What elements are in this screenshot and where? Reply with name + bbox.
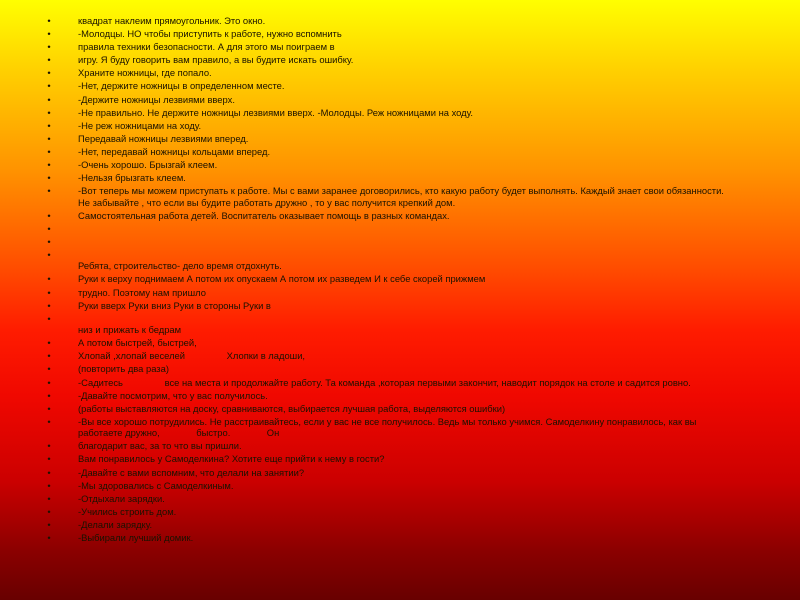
bullet-icon: • — [47, 222, 51, 234]
list-item-text: игру. Я буду говорить вам правило, а вы будите искать ошибку. — [78, 54, 354, 66]
list-item-text: -Садитесь все на места и продолжайте работу. Та команда ,которая первыми закончит, наводит порядок на столе и садится ровно. — [78, 376, 691, 388]
list-item-text: Руки вверх Руки вниз Руки в стороны Руки в — [78, 299, 271, 311]
list-item — [45, 467, 735, 478]
list-item — [45, 54, 735, 65]
bullet-icon: • — [47, 132, 51, 144]
list-item-text: -Выбирали лучший домик. — [78, 531, 194, 543]
bullet-icon: • — [47, 286, 51, 298]
list-item-text: Самостоятельная работа детей. Воспитатель оказывает помощь в разных командах. — [78, 209, 450, 221]
bullet-icon: • — [47, 479, 51, 491]
list-item-text: -Отдыхали зарядки. — [78, 492, 165, 504]
list-item-text: (работы выставляются на доску, сравниваются, выбирается лучшая работа, выделяются ошибки) — [78, 402, 506, 414]
list-item-text: правила техники безопасности. А для этого мы поиграем в — [78, 41, 335, 53]
list-item-text: -Держите ножницы лезвиями вверх. — [78, 93, 235, 105]
list-item — [45, 532, 735, 543]
bullet-icon: • — [47, 209, 51, 221]
bullet-icon: • — [47, 67, 51, 79]
list-item — [45, 493, 735, 504]
list-item — [45, 159, 735, 170]
bullet-icon: • — [47, 415, 51, 427]
bullet-icon: • — [47, 185, 51, 197]
list-item — [45, 236, 735, 247]
list-item-text: -Молодцы. НО чтобы приступить к работе, нужно вспомнить — [78, 28, 342, 40]
list-item-text: -Давайте посмотрим, что у вас получилось. — [78, 389, 268, 401]
bullet-icon: • — [47, 41, 51, 53]
bullet-icon: • — [47, 376, 51, 388]
list-item-text: -Мы здоровались с Самоделкиным. — [78, 479, 234, 491]
bullet-icon: • — [47, 440, 51, 452]
bullet-icon: • — [47, 299, 51, 311]
list-item-text: -Очень хорошо. Брызгай клеем. — [78, 159, 218, 171]
bullet-icon: • — [47, 159, 51, 171]
list-item-text: А потом быстрей, быстрей, — [78, 337, 197, 349]
bullet-icon: • — [47, 518, 51, 530]
bullet-icon: • — [47, 402, 51, 414]
list-item-text: -Вот теперь мы можем приступать к работе. Мы с вами заранее договорились, кто какую работу будет выполнять. Каждый знает свои обязанности. Не забывайте , что если вы будите работать дружно , то у вас получится крепкий дом. — [78, 185, 727, 208]
list-item — [45, 453, 735, 464]
list-item — [45, 273, 735, 284]
list-item — [45, 172, 735, 183]
bullet-icon: • — [47, 54, 51, 66]
list-item — [45, 28, 735, 39]
bullet-icon: • — [47, 248, 51, 260]
list-item — [45, 223, 735, 234]
list-item — [45, 249, 735, 272]
list-item-text: благодарит вас, за то что вы пришли. — [78, 440, 242, 452]
bullet-icon: • — [47, 337, 51, 349]
bullet-icon: • — [47, 15, 51, 26]
list-item-text: -Не реж ножницами на ходу. — [78, 119, 202, 131]
bullet-icon: • — [47, 93, 51, 105]
bullet-icon: • — [47, 106, 51, 118]
list-item — [45, 390, 735, 401]
list-item-text: Ребята, строительство- дело время отдохнуть. — [78, 260, 282, 272]
list-item — [45, 363, 735, 374]
list-item-text: -Вы все хорошо потрудились. Не расстраивайтесь, если у вас не все получилось. Ведь мы только учимся. Самоделкину понравилось, как вы работаете дружно, быстро. Он — [78, 415, 700, 439]
bullet-icon: • — [47, 350, 51, 362]
list-item — [45, 403, 735, 414]
list-item-text: Вам понравилось у Самоделкина? Хотите еще прийти к нему в гости? — [78, 453, 385, 465]
list-item — [45, 519, 735, 530]
list-item-text: -Давайте с вами вспомним, что делали на занятии? — [78, 466, 305, 478]
list-item — [45, 287, 735, 298]
bullet-icon: • — [47, 119, 51, 131]
list-item — [45, 480, 735, 491]
list-item — [45, 416, 735, 439]
bullet-icon: • — [47, 531, 51, 543]
list-item-text: -Нельзя брызгать клеем. — [78, 172, 186, 184]
list-item — [45, 337, 735, 348]
list-item — [45, 67, 735, 78]
list-item-text: трудно. Поэтому нам пришло — [78, 286, 206, 298]
bullet-icon: • — [47, 466, 51, 478]
list-item — [45, 41, 735, 52]
list-item — [45, 120, 735, 131]
bullet-icon: • — [47, 363, 51, 375]
bullet-list — [45, 15, 735, 545]
list-item-text: -Делали зарядку. — [78, 518, 153, 530]
bullet-icon: • — [47, 145, 51, 157]
bullet-icon: • — [47, 172, 51, 184]
list-item — [45, 210, 735, 221]
list-item-text: -Не правильно. Не держите ножницы лезвиями вверх. -Молодцы. Реж ножницами на ходу. — [78, 106, 473, 118]
list-item-text: квадрат наклеим прямоугольник. Это окно. — [78, 15, 266, 26]
list-item — [45, 185, 735, 208]
list-item — [45, 440, 735, 451]
list-item — [45, 350, 735, 361]
bullet-icon: • — [47, 273, 51, 285]
list-item — [45, 506, 735, 517]
bullet-icon: • — [47, 28, 51, 40]
list-item-text: (повторить два раза) — [78, 363, 169, 375]
list-item-text: Передавай ножницы лезвиями вперед. — [78, 132, 249, 144]
list-item — [45, 107, 735, 118]
list-item — [45, 133, 735, 144]
bullet-icon: • — [47, 505, 51, 517]
list-item-text: Руки к верху поднимаем А потом их опускаем А потом их разведем И к себе скорей прижмем — [78, 273, 486, 285]
list-item-text: Хлопай ,хлопай веселей Хлопки в ладоши, — [78, 350, 306, 362]
bullet-icon: • — [47, 492, 51, 504]
list-item — [45, 94, 735, 105]
list-item-text: -Нет, передавай ножницы кольцами вперед. — [78, 145, 271, 157]
list-item — [45, 313, 735, 336]
list-item-text: низ и прижать к бедрам — [78, 324, 182, 336]
bullet-icon: • — [47, 235, 51, 247]
list-item-text: Храните ножницы, где попало. — [78, 67, 212, 79]
bullet-icon: • — [47, 453, 51, 465]
list-item — [45, 15, 735, 26]
list-item — [45, 300, 735, 311]
list-item-text: -Нет, держите ножницы в определенном месте. — [78, 80, 285, 92]
list-item — [45, 80, 735, 91]
bullet-icon: • — [47, 389, 51, 401]
bullet-icon: • — [47, 80, 51, 92]
list-item — [45, 146, 735, 157]
list-item — [45, 377, 735, 388]
list-item-text: -Учились строить дом. — [78, 505, 177, 517]
bullet-icon: • — [47, 312, 51, 324]
